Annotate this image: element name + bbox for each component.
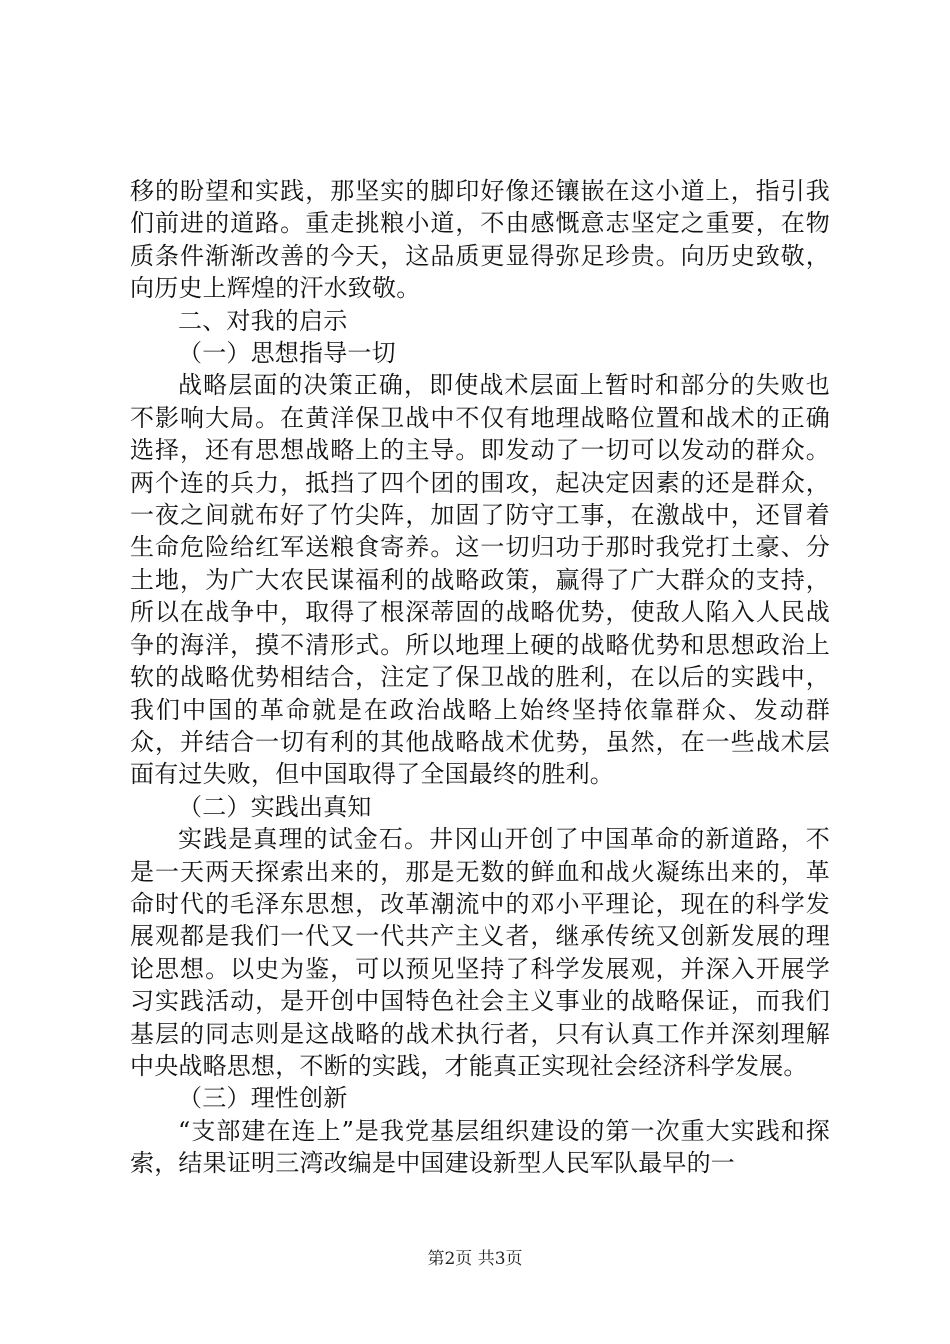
subheading-2: （二）实践出真知: [178, 792, 372, 821]
paragraph-practice: 实践是真理的试金石。井冈山开创了中国革命的新道路，不是一天两天探索出来的，那是无数的鲜血和战火凝练出来的，革命时代的毛泽东思想，改革潮流中的邓小平理论，现在的科学发展观都是我们一代又一代共产主义者，继承传统又创新发展的理论思想。以史为鉴，可以预见坚持了科学发展观，并深入开展学习实践活动，是开创中国特色社会主义事业的战略保证，而我们基层的同志则是这战略的战术执行者，只有认真工作并深刻理解中央战略思想，不断的实践，才能真正实现社会经济科学发展。: [130, 825, 830, 1080]
document-body: [130, 175, 830, 1180]
page-footer: [0, 1244, 950, 1269]
section-heading-2: 二、对我的启示: [178, 306, 348, 335]
paragraph-strategy: 战略层面的决策正确，即使战术层面上暂时和部分的失败也不影响大局。在黄洋保卫战中不仅有地理战略位置和战术的正确选择，还有思想战略上的主导。即发动了一切可以发动的群众。两个连的兵力，抵挡了四个团的围攻，起决定因素的还是群众，一夜之间就布好了竹尖阵，加固了防守工事，在激战中，还冒着生命危险给红军送粮食寄养。这一切归功于那时我党打土豪、分土地，为广大农民谋福利的战略政策，赢得了广大群众的支持，所以在战争中，取得了根深蒂固的战略优势，使敌人陷入人民战争的海洋，摸不清形式。所以地理上硬的战略优势和思想政治上软的战略优势相结合，注定了保卫战的胜利，在以后的实践中，我们中国的革命就是在政治战略上始终坚持依靠群众、发动群众，并结合一切有利的其他战略战术优势，虽然，在一些战术层面有过失败，但中国取得了全国最终的胜利。: [130, 371, 830, 789]
paragraph-innovation: “支部建在连上”是我党基层组织建设的第一次重大实践和探索，结果证明三湾改编是中国建设新型人民军队最早的一: [130, 1116, 830, 1178]
page-number: 第2页 共3页: [427, 1249, 523, 1269]
subheading-1: （一）思想指导一切: [178, 339, 396, 368]
subheading-3: （三）理性创新: [178, 1084, 348, 1113]
paragraph-continuation: 移的盼望和实践，那坚实的脚印好像还镶嵌在这小道上，指引我们前进的道路。重走挑粮小道，不由感慨意志坚定之重要，在物质条件渐渐改善的今天，这品质更显得弥足珍贵。向历史致敬，向历史上辉煌的汗水致敬。: [130, 177, 830, 303]
